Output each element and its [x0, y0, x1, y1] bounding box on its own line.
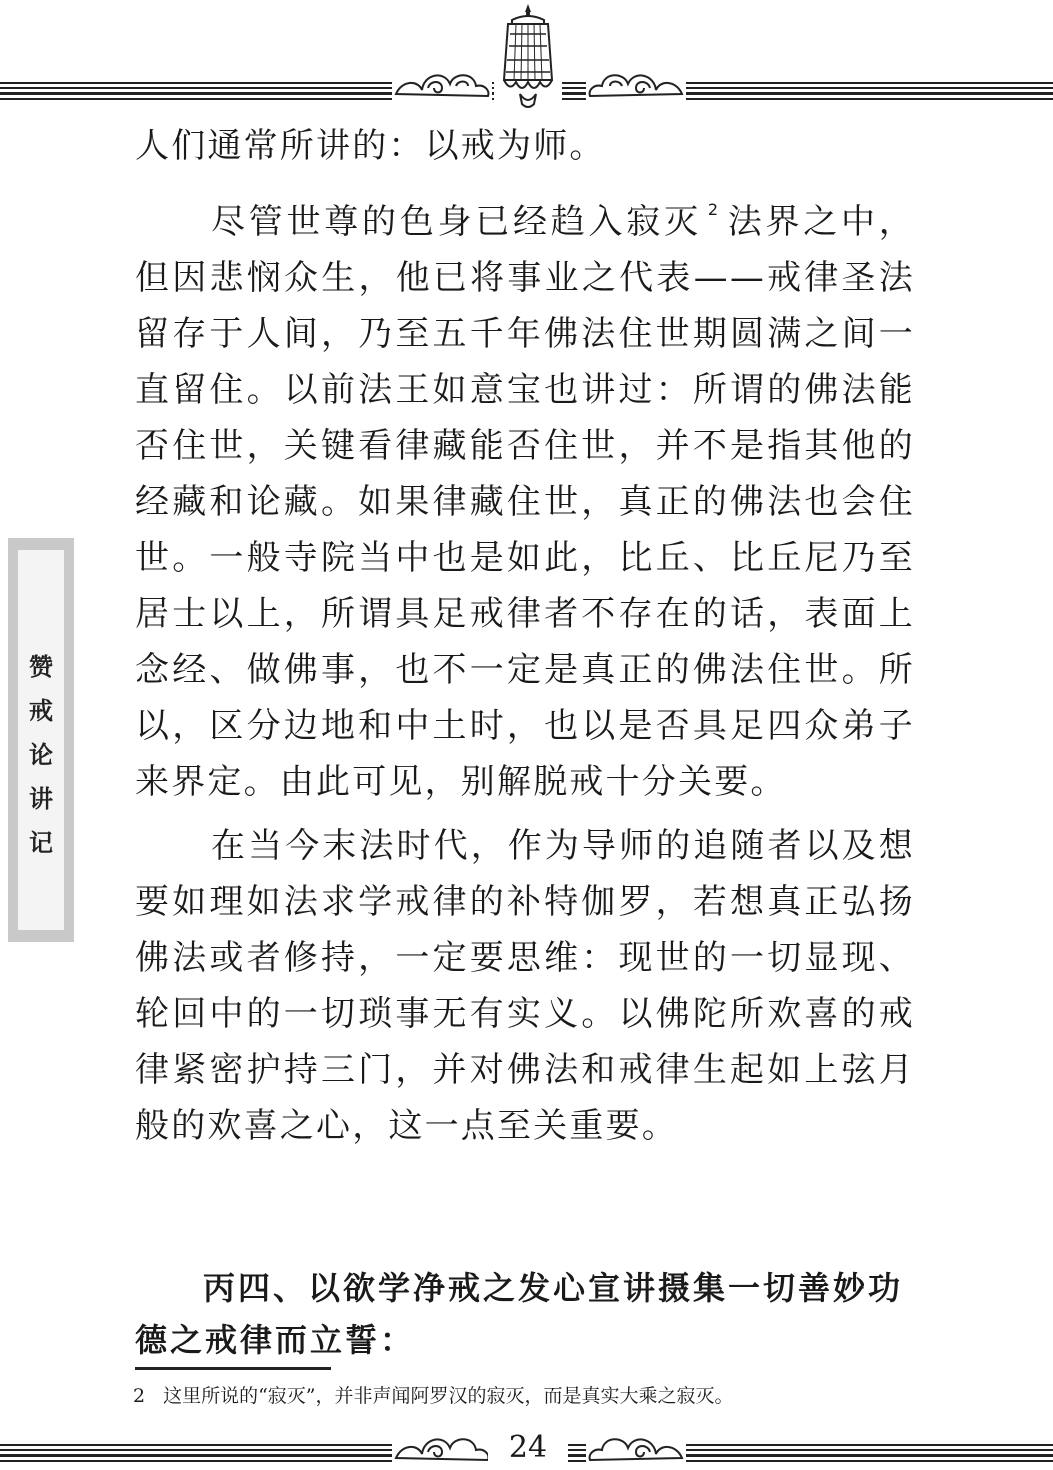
- section-heading-text: 丙四、以欲学净戒之发心宣讲摄集一切善妙功德之戒律而立誓：: [135, 1269, 904, 1359]
- footnote-reference[interactable]: 2: [707, 200, 721, 219]
- side-tab-char: 记: [29, 829, 53, 857]
- paragraph-3: 在当今末法时代，作为导师的追随者以及想要如理如法求学戒律的补特伽罗，若想真正弘扬佛法或者修持，一定要思维：现世的一切显现、轮回中的一切琐事无有实义。以佛陀所欢喜的戒律紧密护持三门，并对佛法和戒律生起如上弦月般的欢喜之心，这一点至关重要。: [135, 826, 915, 1146]
- paragraph-1: 人们通常所讲的：以戒为师。: [135, 126, 606, 166]
- footnote-number: 2: [133, 1385, 146, 1407]
- side-tab-char: 戒: [29, 697, 53, 725]
- paragraph-2-rest: 法界之中，但因悲悯众生，他已将事业之代表——戒律圣法留存于人间，乃至五千年佛法住世期圆满之间一直留住。以前法王如意宝也讲过：所谓的佛法能否住世，关键看律藏能否住世，并不是指其他的经藏和论藏。如果律藏住世，真正的佛法也会住世。一般寺院当中也是如此，比丘、比丘尼乃至居士以上，所谓具足戒律者不存在的话，表面上念经、做佛事，也不一定是真正的佛法住世。所以，区分边地和中土时，也以是否具足四众弟子来界定。由此可见，别解脱戒十分关要。: [135, 202, 915, 802]
- side-tab-inner: [18, 550, 64, 930]
- side-tab-char: 讲: [29, 785, 53, 813]
- body-text: [135, 118, 915, 1154]
- cloud-ornament-right-icon: [586, 60, 686, 102]
- cloud-ornament-bottom-left-icon: [392, 1424, 492, 1466]
- page-number: 24: [488, 1430, 568, 1466]
- paragraph-2: [135, 182, 915, 810]
- side-tab-title: [18, 645, 64, 865]
- paragraph-2-lead: 尽管世尊的色身已经趋入寂灭: [211, 202, 702, 242]
- footnote-text: 这里所说的“寂灭”，并非声闻阿罗汉的寂灭，而是真实大乘之寂灭。: [163, 1385, 734, 1407]
- side-tab-char: 论: [29, 741, 53, 769]
- victory-banner-icon: [490, 2, 566, 110]
- side-tab: [8, 538, 74, 942]
- cloud-ornament-bottom-right-icon: [586, 1424, 686, 1466]
- section-heading: [135, 1262, 915, 1366]
- footnote-divider: [135, 1367, 331, 1370]
- footnote: [133, 1382, 923, 1410]
- cloud-ornament-left-icon: [392, 60, 492, 102]
- side-tab-char: 赞: [29, 653, 53, 681]
